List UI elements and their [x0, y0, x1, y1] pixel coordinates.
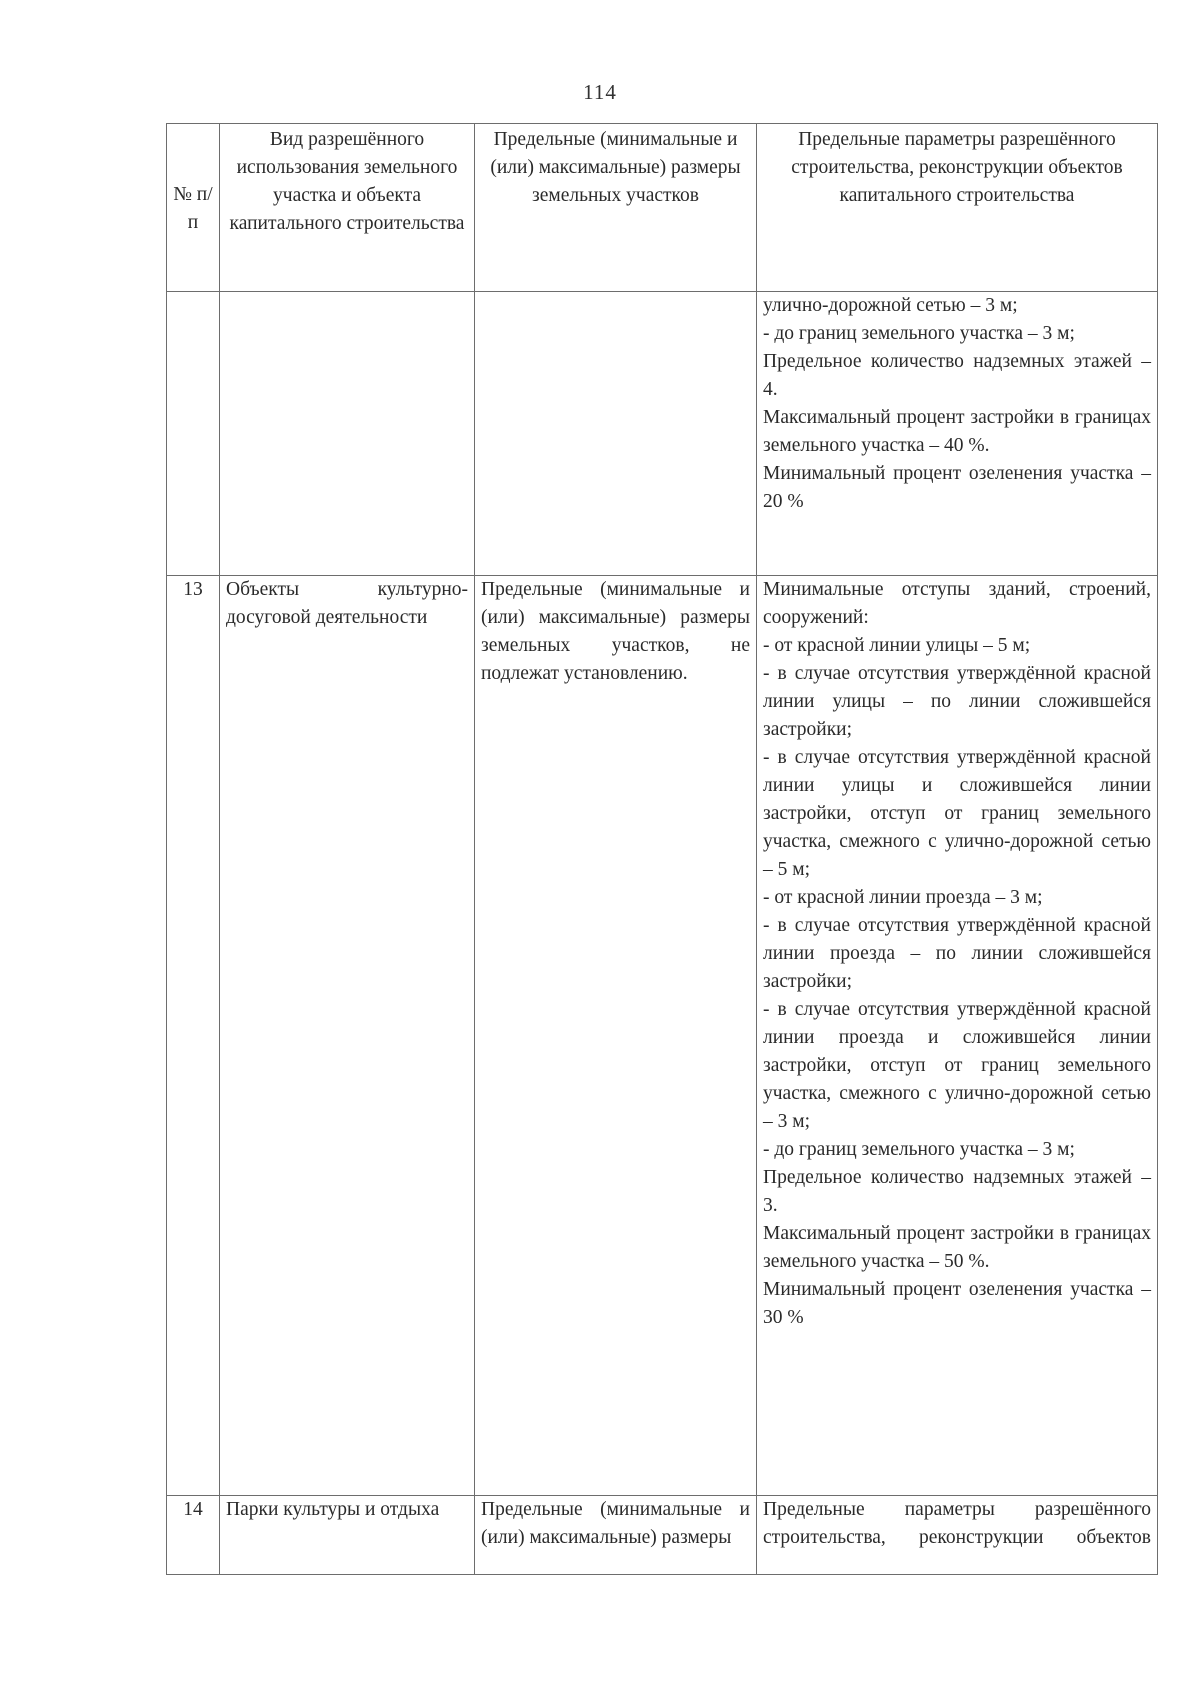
page-number: 114	[583, 80, 617, 104]
header-permitted-use: Вид разрешённого использования земельного участка и объекта капитального строительства	[220, 124, 475, 292]
header-number: № п/п	[167, 124, 220, 292]
row-permitted-use: Объекты культурно-досуговой деятельности	[220, 576, 475, 1496]
param-line: Максимальный процент застройки в границах земельного участка – 40 %.	[763, 407, 1151, 456]
param-line: Максимальный процент застройки в границах земельного участка – 50 %.	[763, 1223, 1151, 1272]
row-plot-size: Предельные (минимальные и (или) максимальные) размеры земельных участков, не подлежат установлению.	[475, 576, 757, 1496]
row-construction-params	[757, 1496, 1158, 1575]
row-permitted-use: Парки культуры и отдыха	[220, 1496, 475, 1575]
param-line: - в случае отсутствия утверждённой красной линии улицы и сложившейся линии застройки, отступ от границ земельного участка, смежного с улично-дорожной сетью – 5 м;	[763, 747, 1151, 880]
row-plot-size: Предельные (минимальные и (или) максимальные) размеры	[475, 1496, 757, 1575]
param-line: - в случае отсутствия утверждённой красной линии проезда и сложившейся линии застройки, отступ от границ земельного участка, смежного с улично-дорожной сетью – 3 м;	[763, 999, 1151, 1132]
param-line: - от красной линии проезда – 3 м;	[763, 887, 1043, 908]
row-number	[167, 292, 220, 576]
param-line: - до границ земельного участка – 3 м;	[763, 323, 1075, 344]
param-line: - от красной линии улицы – 5 м;	[763, 635, 1031, 656]
row-number: 13	[167, 576, 220, 1496]
table-row	[167, 576, 1158, 1496]
param-line: Предельное количество надземных этажей – 4.	[763, 351, 1151, 400]
row-number: 14	[167, 1496, 220, 1575]
param-line: улично-дорожной сетью – 3 м;	[763, 295, 1018, 316]
row-plot-size	[475, 292, 757, 576]
param-line: Минимальный процент озеленения участка – 20 %	[763, 463, 1151, 512]
row-construction-params	[757, 576, 1158, 1496]
row-permitted-use	[220, 292, 475, 576]
header-plot-size: Предельные (минимальные и (или) максимальные) размеры земельных участков	[475, 124, 757, 292]
param-line: - в случае отсутствия утверждённой красной линии улицы – по линии сложившейся застройки;	[763, 663, 1151, 740]
table-row	[167, 292, 1158, 576]
param-line: Минимальные отступы зданий, строений, сооружений:	[763, 579, 1151, 628]
param-line: - до границ земельного участка – 3 м;	[763, 1139, 1075, 1160]
param-line: Минимальный процент озеленения участка – 30 %	[763, 1279, 1151, 1328]
row-construction-params	[757, 292, 1158, 576]
param-line: Предельное количество надземных этажей – 3.	[763, 1167, 1151, 1216]
zoning-parameters-table	[166, 123, 1158, 1575]
param-line: - в случае отсутствия утверждённой красной линии проезда – по линии сложившейся застройки;	[763, 915, 1151, 992]
table-header-row	[167, 124, 1158, 292]
header-construction-params: Предельные параметры разрешённого строительства, реконструкции объектов капитального строительства	[757, 124, 1158, 292]
param-line: Предельные параметры разрешённого строительства, реконструкции объектов	[763, 1499, 1151, 1548]
table-row	[167, 1496, 1158, 1575]
